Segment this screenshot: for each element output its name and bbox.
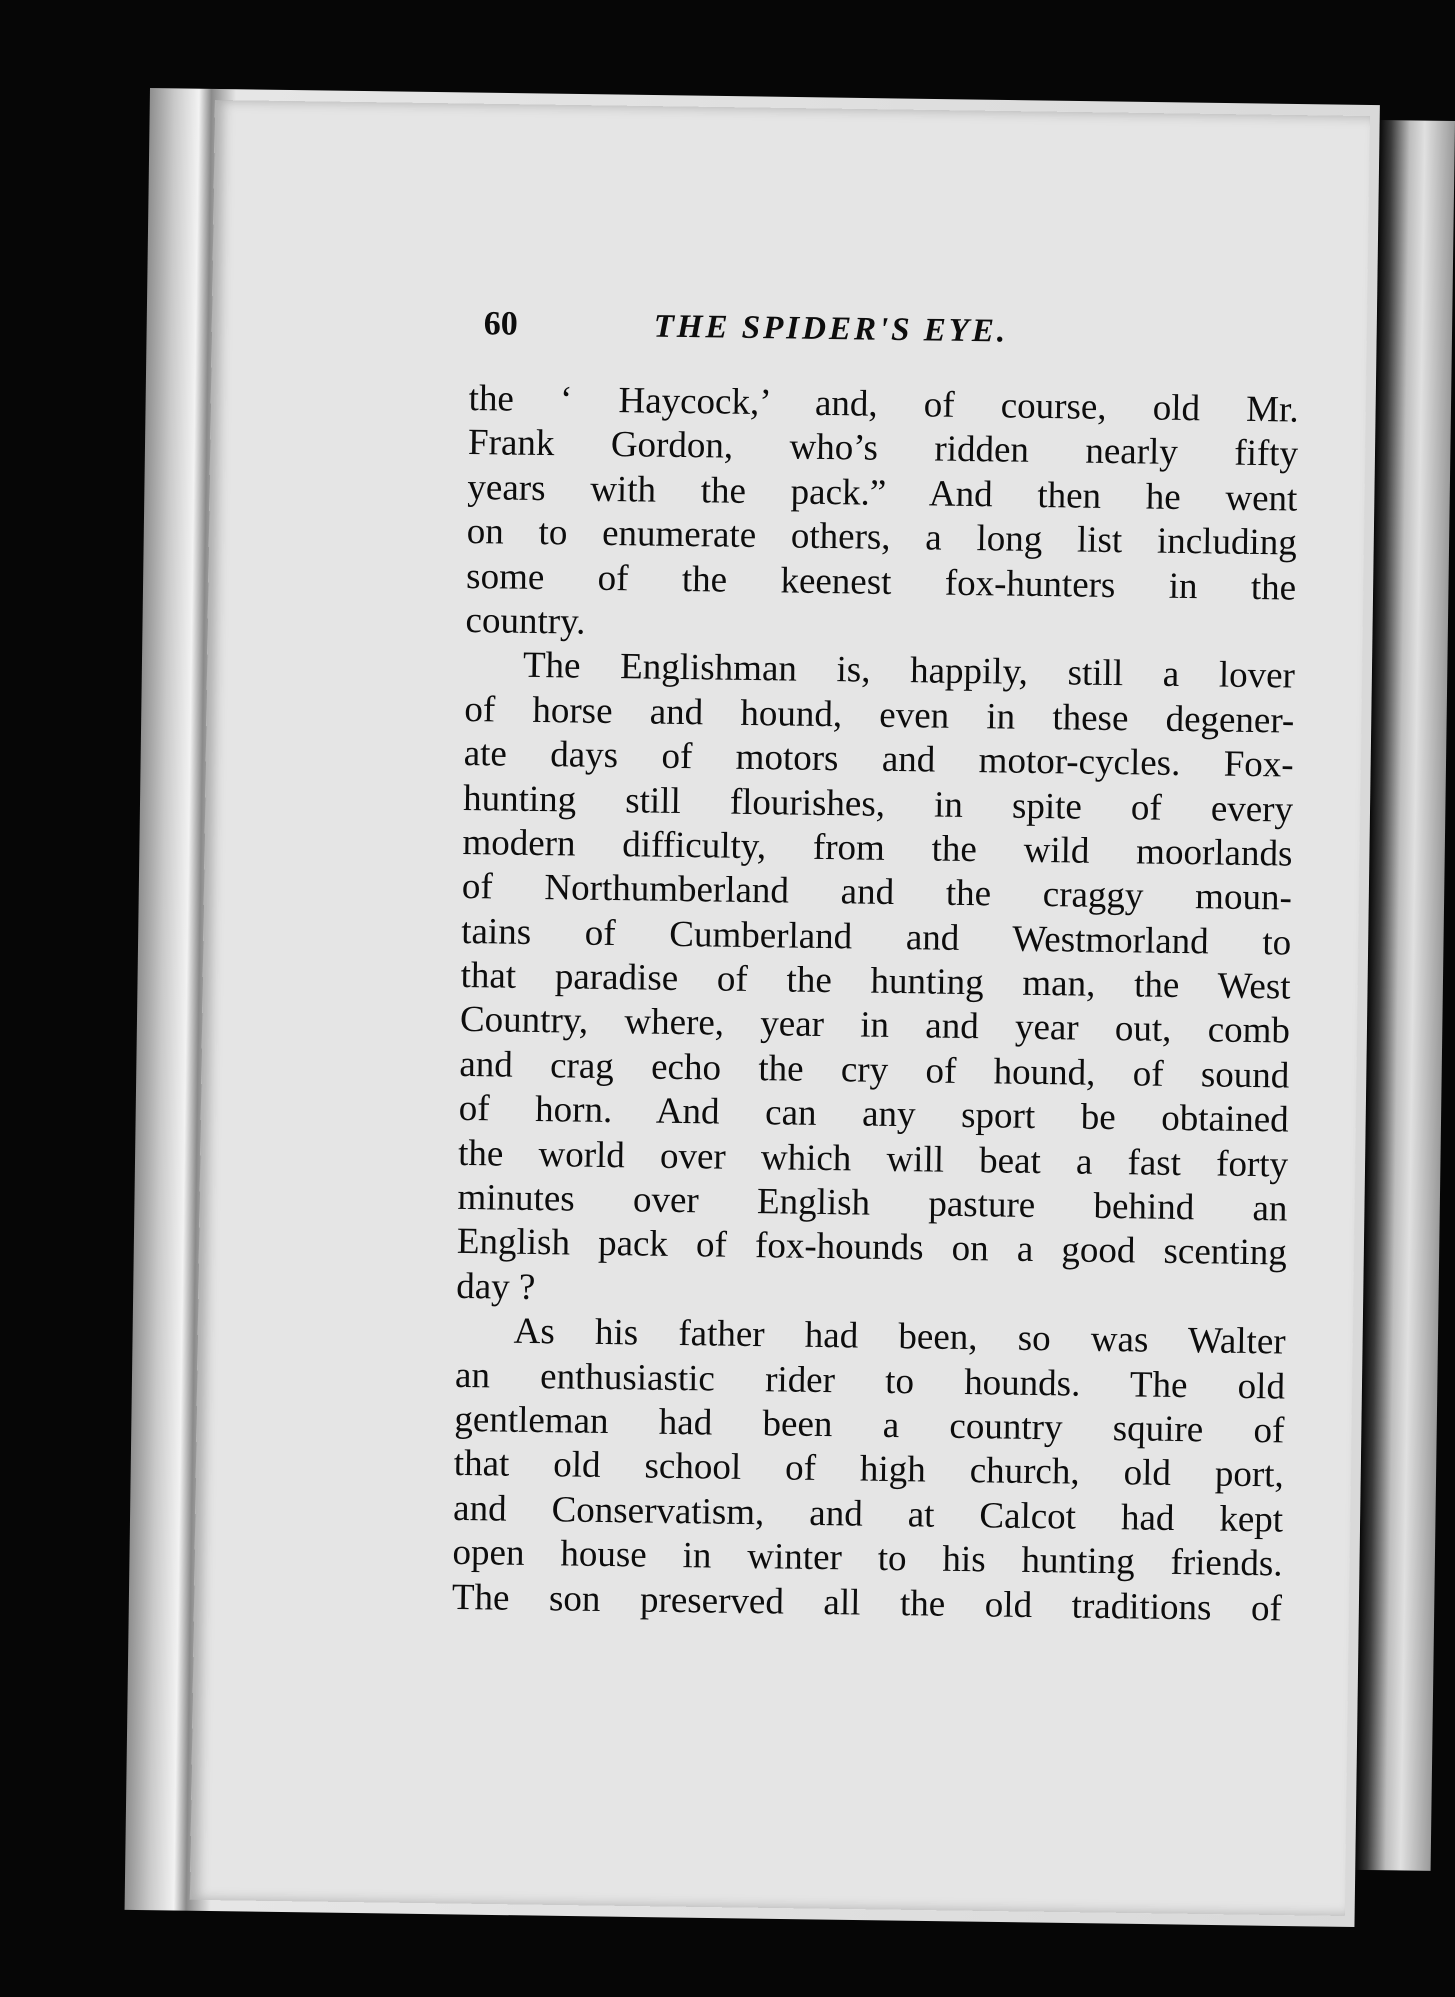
- text-line: of horn. And can any sport be obtained: [458, 1088, 1289, 1141]
- running-title: THE SPIDER'S EYE.: [653, 308, 1009, 350]
- text-line: and crag echo the cry of hound, of sound: [459, 1043, 1290, 1097]
- text-line: As his father had been, so was Walter: [513, 1310, 1286, 1363]
- text-line: of Northumberland and the craggy moun-: [461, 866, 1293, 919]
- text-line: an enthusiastic rider to hounds. The old: [454, 1354, 1286, 1408]
- text-line: Country, where, year in and year out, comb: [459, 999, 1291, 1052]
- text-line: of horse and hound, even in these degener-: [464, 688, 1295, 742]
- text-line: The Englishman is, happily, still a lover: [522, 645, 1296, 697]
- text-line: ate days of motors and motor-cycles. Fox-: [463, 733, 1294, 786]
- text-line: minutes over English pasture behind an: [457, 1176, 1288, 1230]
- text-line: day ?: [456, 1265, 536, 1308]
- text-line: that old school of high church, old port,: [453, 1443, 1285, 1496]
- text-line: on to enumerate others, a long list including: [466, 511, 1298, 564]
- running-head: [469, 305, 1300, 367]
- text-line: gentleman had been a country squire of: [454, 1398, 1285, 1452]
- text-line: the world over which will beat a fast forty: [457, 1132, 1289, 1186]
- text-line: tains of Cumberland and Westmorland to: [460, 910, 1292, 964]
- text-line: hunting still flourishes, in spite of every: [462, 777, 1294, 831]
- text-line: modern difficulty, from the wild moorlands: [462, 821, 1293, 875]
- text-line: The son preserved all the old traditions of: [451, 1576, 1283, 1630]
- text-line: Frank Gordon, who’s ridden nearly fifty: [467, 422, 1299, 475]
- text-line: and Conservatism, and at Calcot had kept: [452, 1487, 1284, 1541]
- body-text: [452, 377, 1299, 1631]
- text-line: English pack of fox-hounds on a good scenting: [456, 1221, 1288, 1274]
- text-line: years with the pack.” And then he went: [467, 466, 1298, 520]
- page-number: 60: [483, 305, 518, 343]
- text-line: that paradise of the hunting man, the West: [460, 955, 1291, 1008]
- text-line: open house in winter to his hunting friends.: [452, 1532, 1283, 1585]
- text-line: the ‘ Haycock,’ and, of course, old Mr.: [468, 377, 1299, 431]
- text-line: country.: [465, 599, 586, 643]
- text-line: some of the keenest fox-hunters in the: [465, 555, 1297, 609]
- page-text: [452, 305, 1300, 1631]
